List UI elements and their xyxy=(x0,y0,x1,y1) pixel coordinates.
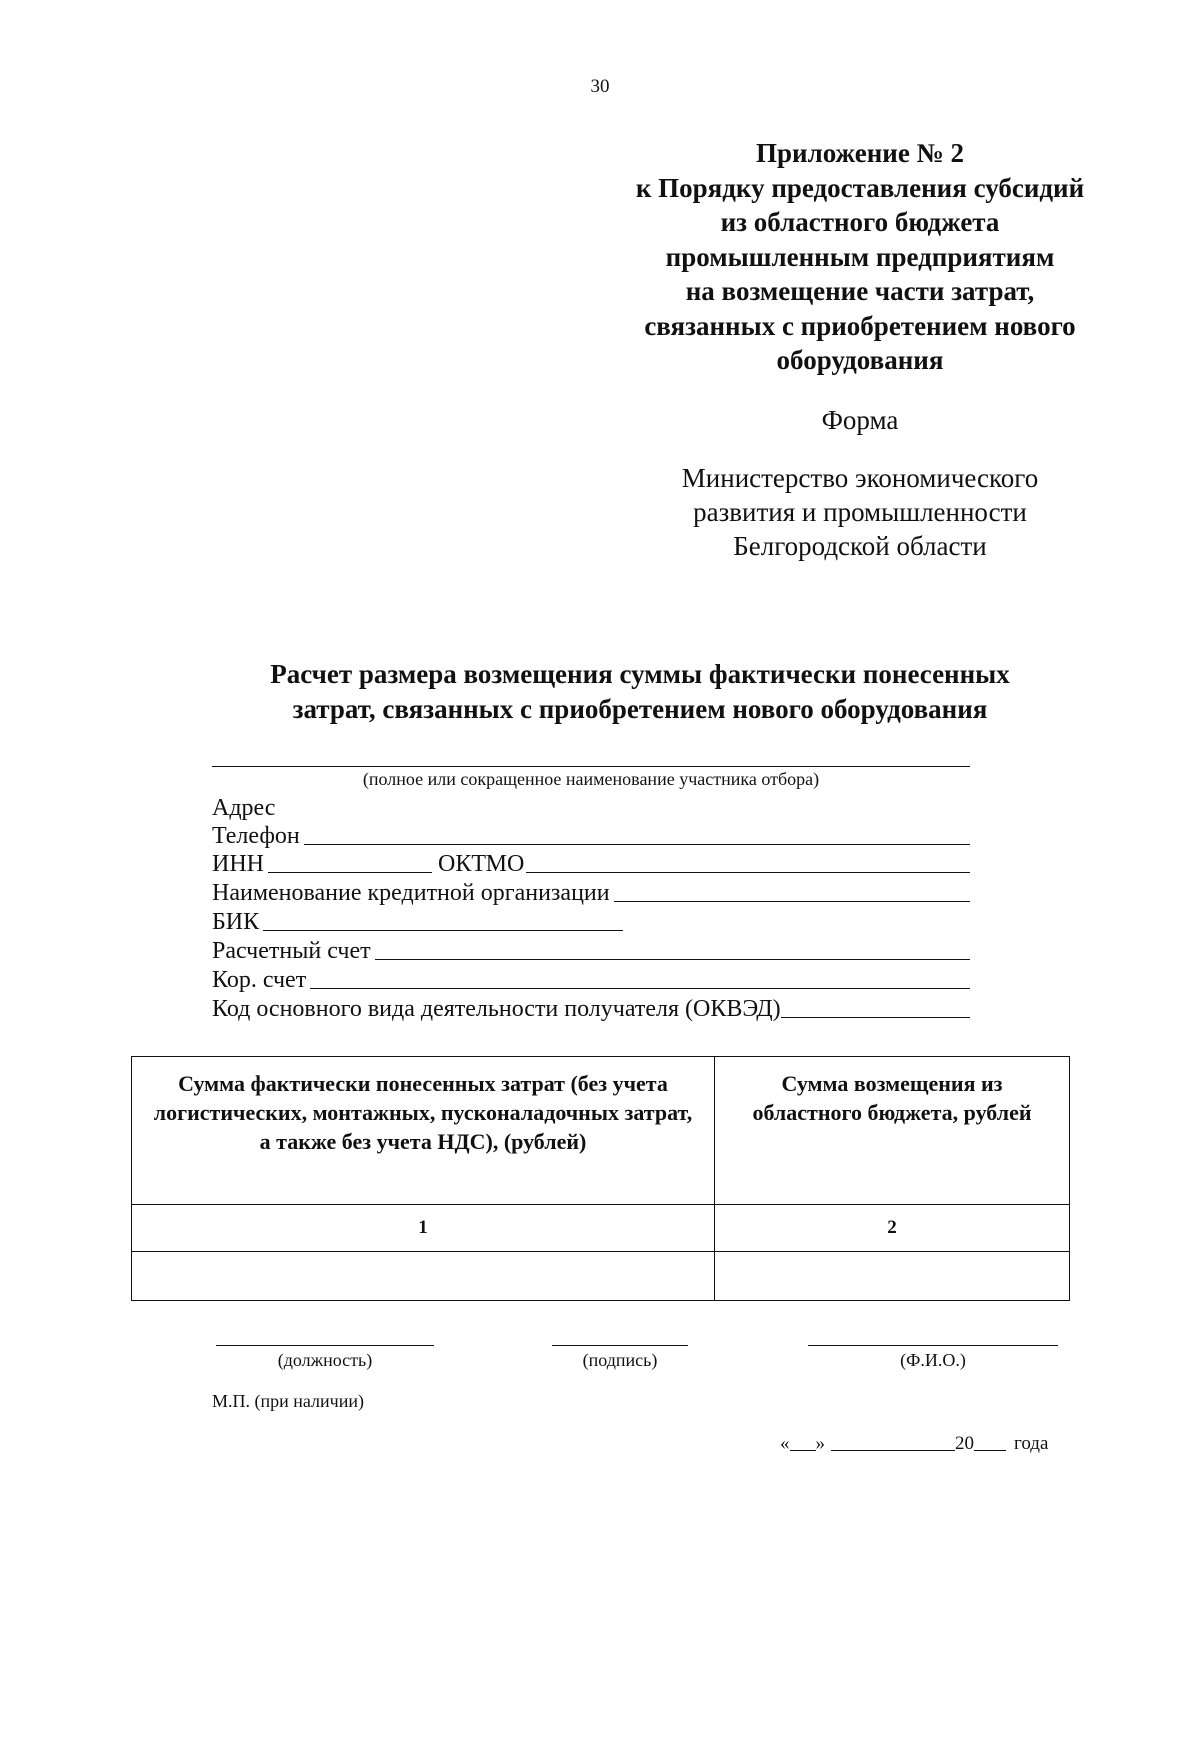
header-cell-actual-costs: Сумма фактически понесенных затрат (без учета логистических, монтажных, пусконаладочных затрат, а также без учета НДС), (рублей) xyxy=(132,1057,715,1205)
calculation-table xyxy=(131,1056,1070,1301)
appendix-line: связанных с приобретением нового xyxy=(644,310,1076,341)
oktmo-label: ОКТМО xyxy=(438,851,525,877)
appendix-line: из областного бюджета xyxy=(720,207,1000,237)
bik-label: БИК xyxy=(212,909,260,935)
account-field[interactable] xyxy=(212,933,970,963)
table-row xyxy=(132,1252,1070,1301)
phone-line[interactable] xyxy=(304,842,970,845)
participant-name-caption: (полное или сокращенное наименование участника отбора) xyxy=(362,769,820,789)
inn-label: ИНН xyxy=(212,851,264,877)
column-number-2: 2 xyxy=(715,1205,1070,1252)
document-title xyxy=(80,657,1200,727)
signature-block xyxy=(552,1345,688,1371)
date-field[interactable] xyxy=(780,1433,1048,1455)
okved-field[interactable] xyxy=(212,991,970,1021)
full-name-caption: (Ф.И.О.) xyxy=(900,1350,966,1370)
ministry-line: развития и промышленности xyxy=(693,497,1027,527)
corr-account-label: Кор. счет xyxy=(212,967,307,993)
okved-label: Код основного вида деятельности получателя (ОКВЭД) xyxy=(212,996,781,1022)
date-open-quote: « xyxy=(780,1433,790,1454)
reimbursement-input-cell[interactable] xyxy=(715,1252,1070,1301)
year-line[interactable] xyxy=(974,1448,1006,1451)
table-header-row xyxy=(132,1057,1070,1205)
signature-caption: (подпись) xyxy=(582,1350,658,1370)
form-label: Форма xyxy=(821,405,899,435)
year-prefix: 20 xyxy=(955,1433,974,1454)
oktmo-line[interactable] xyxy=(526,870,970,873)
corr-account-field[interactable] xyxy=(212,962,970,992)
day-line[interactable] xyxy=(790,1448,816,1451)
address-field[interactable] xyxy=(212,790,279,820)
header-cell-reimbursement: Сумма возмещения из областного бюджета, рублей xyxy=(715,1057,1070,1205)
ministry-block xyxy=(590,461,1130,563)
title-line: затрат, связанных с приобретением нового оборудования xyxy=(292,694,988,724)
appendix-line: к Порядку предоставления субсидий xyxy=(635,172,1085,203)
bank-name-line[interactable] xyxy=(614,899,970,902)
stamp-note: М.П. (при наличии) xyxy=(212,1391,364,1411)
appendix-line: промышленным предприятиям xyxy=(665,241,1055,272)
appendix-line: Приложение № 2 xyxy=(756,138,964,168)
title-line: Расчет размера возмещения суммы фактически понесенных xyxy=(270,659,1010,689)
full-name-block xyxy=(808,1345,1058,1371)
actual-costs-input-cell[interactable] xyxy=(132,1252,715,1301)
position-signature-block xyxy=(216,1345,434,1371)
address-label: Адрес xyxy=(212,795,276,821)
page-number: 30 xyxy=(590,76,610,97)
okved-line[interactable] xyxy=(781,1015,970,1018)
corr-account-line[interactable] xyxy=(310,986,970,989)
ministry-line: Министерство экономического xyxy=(681,463,1039,493)
year-suffix: года xyxy=(1014,1433,1049,1454)
phone-label: Телефон xyxy=(212,823,300,849)
appendix-line: оборудования xyxy=(776,345,944,375)
participant-name-line[interactable] xyxy=(212,766,970,767)
appendix-line: на возмещение части затрат, xyxy=(685,276,1035,306)
full-name-line[interactable] xyxy=(808,1345,1058,1346)
column-number-1: 1 xyxy=(132,1205,715,1252)
bank-name-field[interactable] xyxy=(212,875,970,905)
bik-line[interactable] xyxy=(263,928,623,931)
inn-line[interactable] xyxy=(268,870,432,873)
position-caption: (должность) xyxy=(277,1350,373,1370)
month-line[interactable] xyxy=(831,1448,955,1451)
bank-name-label: Наименование кредитной организации xyxy=(212,880,610,906)
position-line[interactable] xyxy=(216,1345,434,1346)
table-number-row xyxy=(132,1205,1070,1252)
phone-field[interactable] xyxy=(212,818,970,848)
ministry-line: Белгородской области xyxy=(733,531,987,561)
signature-line[interactable] xyxy=(552,1345,688,1346)
inn-oktmo-field[interactable] xyxy=(212,846,970,876)
account-label: Расчетный счет xyxy=(212,938,371,964)
bik-field[interactable] xyxy=(212,904,623,934)
appendix-header xyxy=(590,136,1130,378)
account-line[interactable] xyxy=(375,957,970,960)
date-close-quote: » xyxy=(815,1433,825,1454)
